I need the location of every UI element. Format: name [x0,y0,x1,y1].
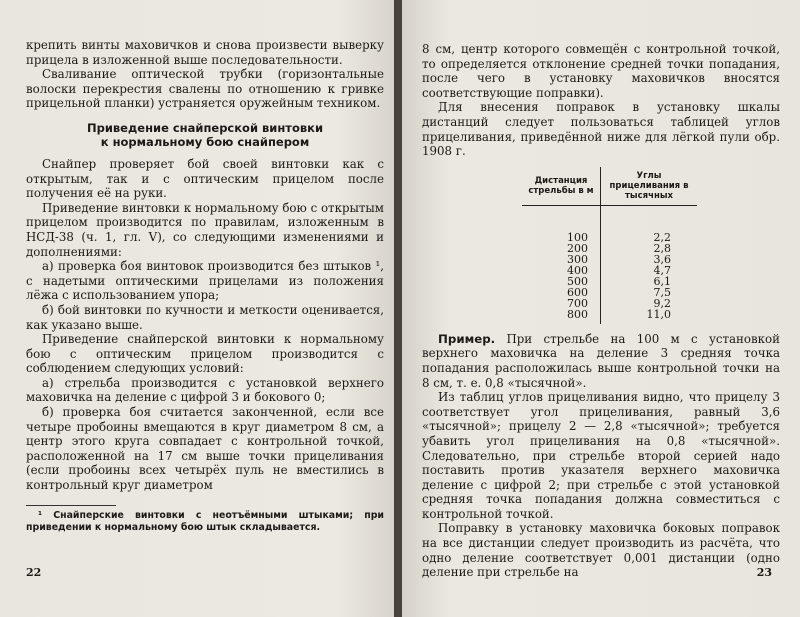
left-paragraph-tilt: Сваливание оптической трубки (горизонтальные волоски перекрестия свалены по отношению к гривке прицельной планки) устраняется оружейным техником. [26,67,384,111]
left-page [0,0,394,617]
page-number-right: 23 [756,566,772,579]
table-cell-angle: 9,2 [653,296,671,310]
table-cell-distance: 100 [522,205,601,243]
table-header-angle: Углы прицеливания в тысячных [601,167,698,206]
table-cell-distance: 500 [522,276,601,287]
table-cell-distance: 200 [522,243,601,254]
section-heading-line1: Приведение снайперской винтовки [86,120,323,135]
table-cell-angle: 3,6 [653,252,671,266]
table-cell-distance: 700 [522,298,601,309]
table-cell-angle: 4,7 [653,263,671,277]
book-spine [394,0,402,617]
right-paragraph: Из таблиц углов прицеливания видно, что прицелу 3 соответствует угол прицеливания, равный 3,6 «тысячной»; прицелу 2 — 2,8 «тысячной»; требуется убавить угол прицеливания на 0,8 «тысячной». Следовательно, при стрельбе второй серией надо поставить против указателя верхнего маховичка деление с цифрой 2; при стрельбе с этой установкой средняя точка попадания должна совместиться с контрольной точкой. [422,390,780,521]
footnote-divider [26,505,116,506]
section-heading [26,121,384,149]
right-page [402,0,800,617]
table-row [522,309,697,324]
table-cell-distance: 600 [522,287,601,298]
table-cell-distance: 300 [522,254,601,265]
table-cell-angle: 7,5 [653,285,671,299]
table-cell-angle: 2,8 [653,241,671,255]
example-paragraph [422,332,780,390]
table-cell-angle: 2,2 [653,230,671,244]
left-paragraph: Снайпер проверяет бой своей винтовки как с открытым, так и с оптическим прицелом после получения её на руки. [26,156,384,201]
section-heading-line2: к нормальному бою снайпером [100,134,310,149]
table-cell-angle: 6,1 [653,274,671,288]
table-cell-angle: 11,0 [646,307,671,321]
aiming-angle-table [522,167,697,324]
left-paragraph-item-b: б) бой винтовки по кучности и меткости оценивается, как указано выше. [26,302,384,332]
left-paragraph-continued: крепить винты маховичков и снова произвести выверку прицела в изложенной выше последовательности. [26,38,384,67]
left-paragraph: Приведение снайперской винтовки к нормальному бою с оптическим прицелом производится с соблюдением следующих условий: [26,332,384,376]
table-row [522,205,697,243]
page-number-left: 22 [26,566,42,579]
table-cell-distance: 800 [522,309,601,324]
left-paragraph-item-a: а) проверка боя винтовок производится без штыков ¹, с надетыми оптическими прицелами из положения лёжа с использованием упора; [26,259,384,303]
right-paragraph-continued: 8 см, центр которого совмещён с контрольной точкой, то определяется отклонение средней точки попадания, после чего в установку маховичков вносятся соответствующие поправки). [422,42,780,100]
right-paragraph: Для внесения поправок в установку шкалы дистанций следует пользоваться таблицей углов прицеливания, приведённой ниже для лёгкой пули обр. 1908 г. [422,100,780,159]
left-paragraph-item-b: б) проверка боя считается законченной, если все четыре пробоины вмещаются в круг диаметром 8 см, а центр этого круга совпадает с контрольной точкой, расположенной на 17 см выше точки прицеливания (если пробоины всех четырёх пуль не вместились в контрольный круг диаметром [26,405,384,493]
right-paragraph: Поправку в установку маховичка боковых поправок на все дистанции следует производить из расчёта, что одно деление соответствует 0,001 дистанции (одно деление при стрельбе на [422,521,780,580]
table-cell-distance: 400 [522,265,601,276]
example-lead: Пример. [438,331,496,346]
left-paragraph-item-a: а) стрельба производится с установкой верхнего маховичка на деление с цифрой 3 и бокового 0; [26,375,384,405]
example-text: При стрельбе на 100 м с установкой верхнего маховичка на деление 3 средняя точка попадания расположилась выше контрольной точки на 8 см, т. е. 0,8 «тысячной». [422,331,780,390]
left-paragraph: Приведение винтовки к нормальному бою с открытым прицелом производится по правилам, изложенным в НСД-38 (ч. 1, гл. V), со следующими изменениями и дополнениями: [26,200,384,259]
table-header-distance: Дистанция стрельбы в м [522,167,601,206]
footnote: ¹ Снайперские винтовки с неотъёмными штыками; при приведении к нормальному бою штык складывается. [26,509,384,533]
